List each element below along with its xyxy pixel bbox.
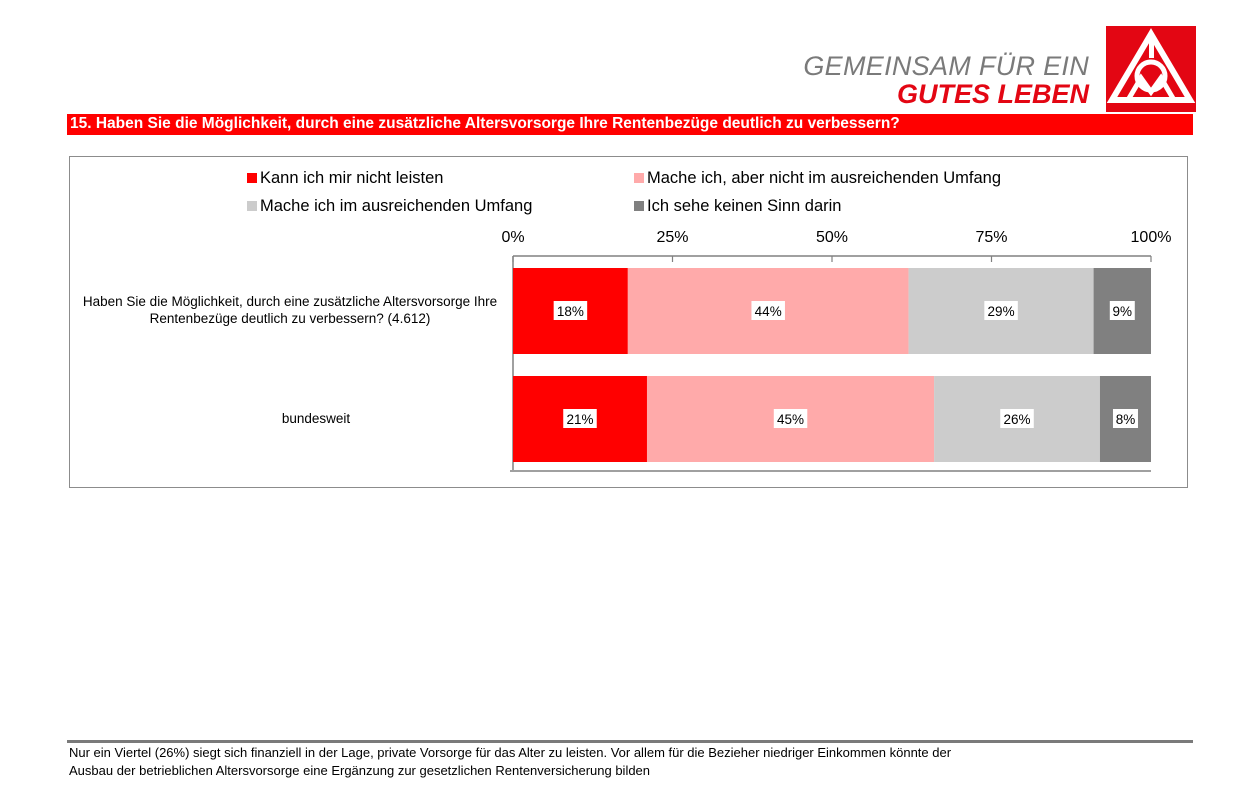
data-label-0-1: 44% xyxy=(754,304,782,319)
data-label-1-2: 26% xyxy=(1003,412,1031,427)
question-title: 15. Haben Sie die Möglichkeit, durch eine zusätzliche Altersvorsorge Ihre Rentenbezüge deutlich zu verbessern? xyxy=(70,115,900,132)
legend-label-2: Mache ich im ausreichenden Umfang xyxy=(260,197,533,215)
footer-note xyxy=(69,744,1069,780)
x-tick-label-2: 50% xyxy=(815,229,849,246)
x-tick-label-1: 25% xyxy=(656,229,689,246)
category-label-1: bundesweit xyxy=(281,411,351,426)
brand-slogan-line1: GEMEINSAM FÜR EIN xyxy=(803,51,1089,81)
data-label-1-1: 45% xyxy=(777,412,805,427)
x-tick-label-3: 75% xyxy=(975,229,1008,246)
brand-slogan-line2: GUTES LEBEN xyxy=(896,79,1089,109)
legend-label-0: Kann ich mir nicht leisten xyxy=(260,169,444,187)
legend-label-3: Ich sehe keinen Sinn darin xyxy=(647,197,842,215)
footer-divider xyxy=(67,740,1193,743)
data-label-0-0: 18% xyxy=(556,304,584,319)
x-tick-label-4: 100% xyxy=(1130,229,1172,246)
legend-label-1: Mache ich, aber nicht im ausreichenden Umfang xyxy=(647,169,1002,187)
data-label-1-0: 21% xyxy=(566,412,594,427)
data-label-0-3: 9% xyxy=(1112,304,1133,319)
data-label-0-2: 29% xyxy=(987,304,1015,319)
footer-line-2: Ausbau der betrieblichen Altersvorsorge eine Ergänzung zur gesetzlichen Rentenversicherung bilden xyxy=(69,763,651,778)
category-label-0: Haben Sie die Möglichkeit, durch eine zusätzliche Altersvorsorge Ihre Rentenbezüge deutlich zu verbessern? (4.612) xyxy=(82,294,498,326)
data-label-1-3: 8% xyxy=(1115,412,1136,427)
x-tick-label-0: 0% xyxy=(501,229,525,246)
footer-line-1: Nur ein Viertel (26%) siegt sich finanziell in der Lage, private Vorsorge für das Alter zu leisten. Vor allem für die Bezieher niedriger Einkommen könnte der xyxy=(69,745,952,760)
